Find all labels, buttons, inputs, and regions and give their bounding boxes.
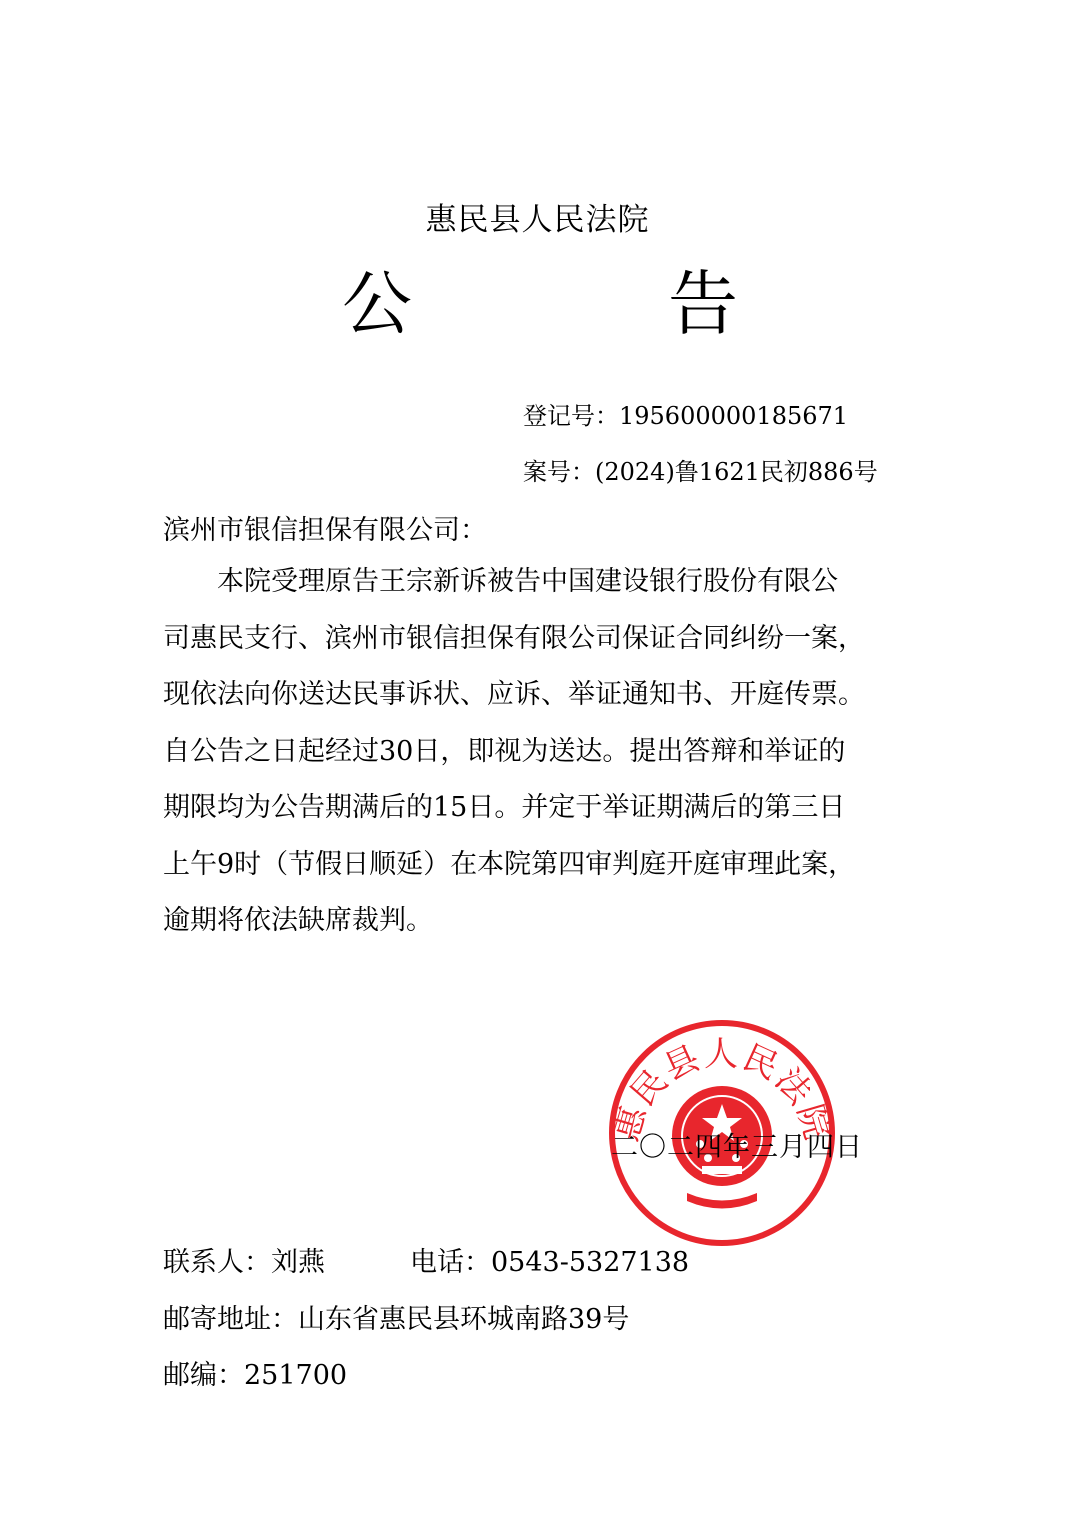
contact-phone: 电话：0543-5327138: [410, 1247, 690, 1278]
title-char-left: 公: [342, 263, 412, 345]
title-char-right: 告: [668, 263, 738, 345]
contact-person: 联系人：刘燕: [163, 1247, 325, 1278]
mailing-address: 邮寄地址：山东省惠民县环城南路39号: [163, 1304, 630, 1335]
body-line: 现依法向你送达民事诉状、应诉、举证通知书、开庭传票。: [163, 679, 865, 710]
postal-code: 邮编：251700: [163, 1360, 348, 1391]
body-line: 逾期将依法缺席裁判。: [163, 905, 433, 936]
case-number: 案号：(2024)鲁1621民初886号: [523, 458, 878, 486]
recipient: 滨州市银信担保有限公司：: [163, 515, 487, 546]
notice-body: [163, 554, 923, 950]
body-line: 上午9时（节假日顺延）在本院第四审判庭开庭审理此案，: [163, 848, 856, 880]
svg-text:惠民县人民法院: 惠民县人民法院: [607, 1034, 837, 1146]
body-line: 期限均为公告期满后的15日。并定于举证期满后的第三日: [163, 792, 846, 823]
body-line: 自公告之日起经过30日，即视为送达。提出答辩和举证的: [163, 735, 846, 767]
issue-date: 二〇二四年三月四日: [611, 1132, 863, 1163]
body-line: 本院受理原告王宗新诉被告中国建设银行股份有限公: [163, 566, 838, 597]
body-line: 司惠民支行、滨州市银信担保有限公司保证合同纠纷一案，: [163, 622, 865, 654]
court-name: 惠民县人民法院: [425, 202, 650, 238]
registration-number: 登记号：195600000185671: [523, 402, 849, 430]
